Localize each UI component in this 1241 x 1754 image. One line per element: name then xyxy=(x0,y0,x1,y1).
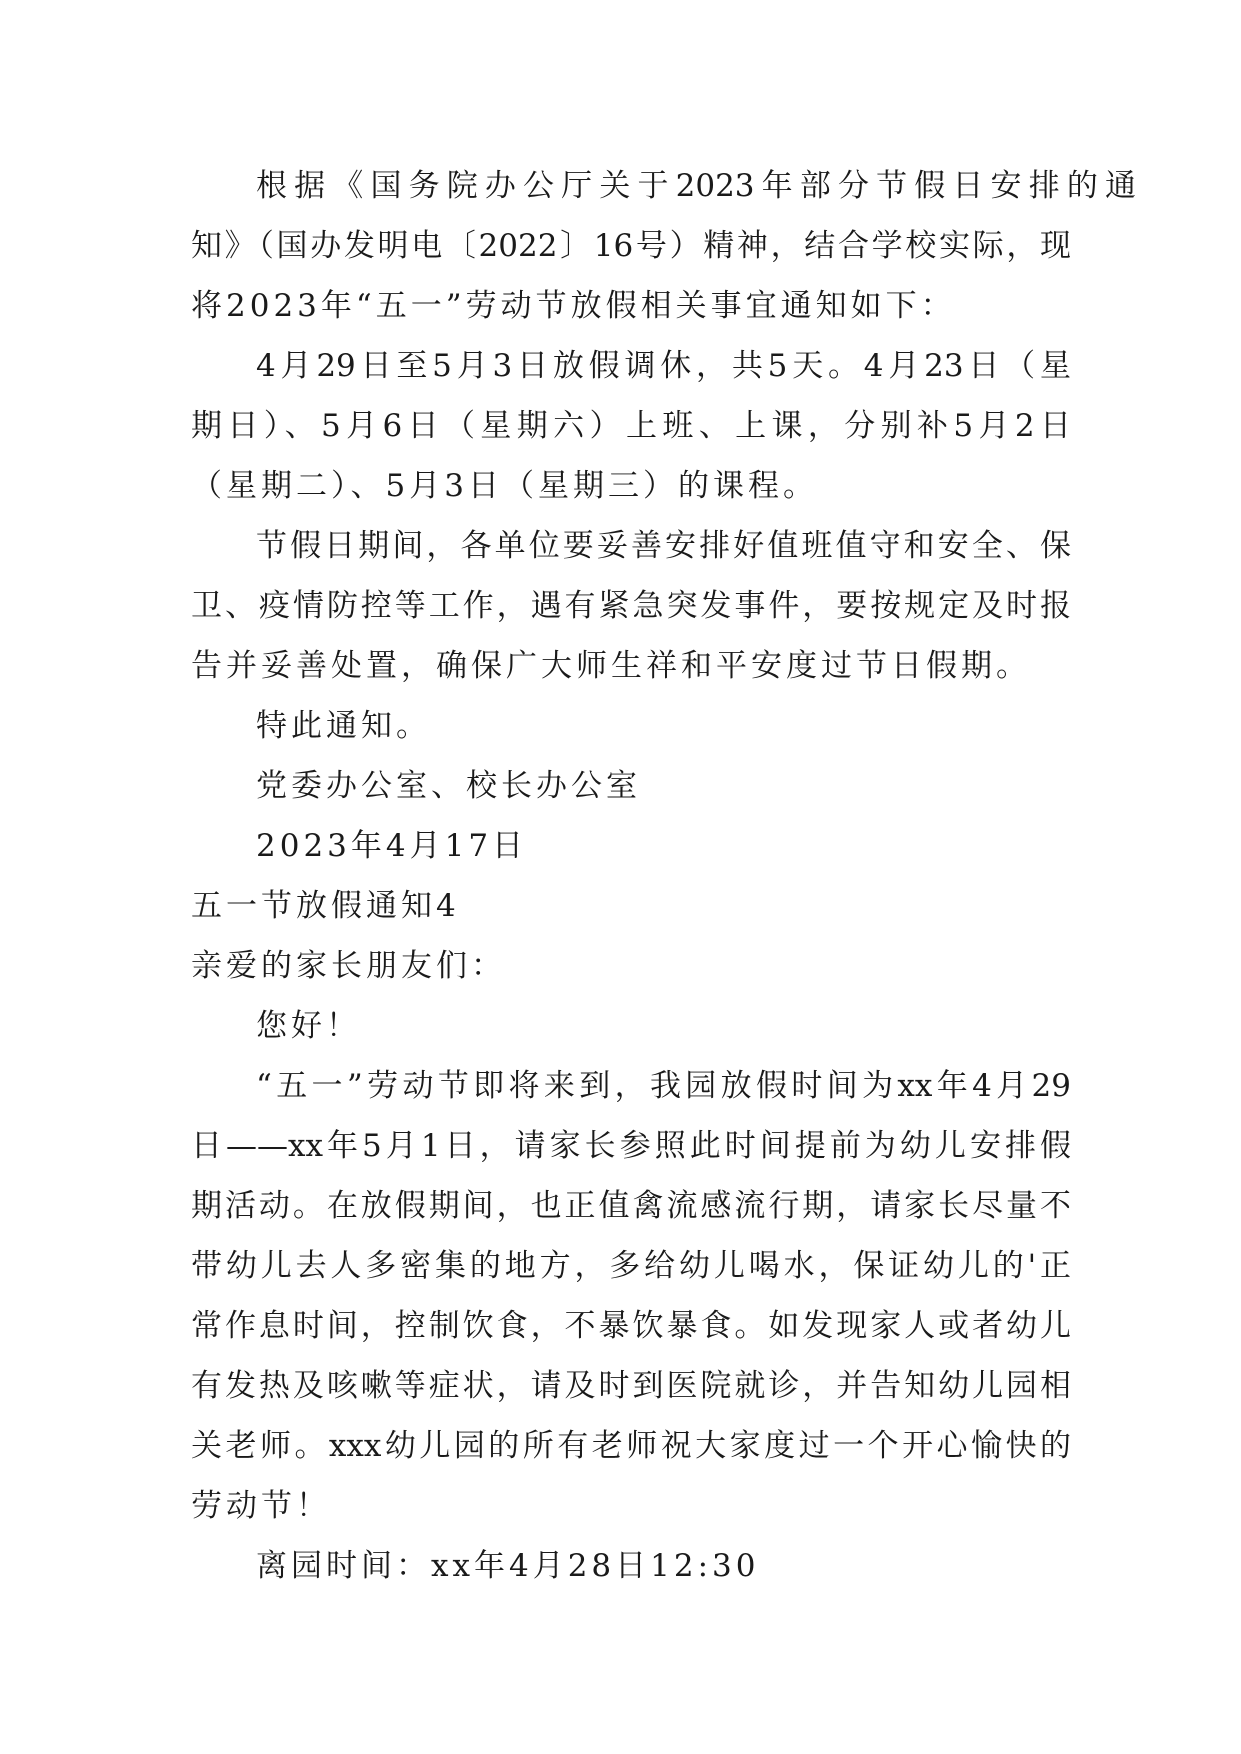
paragraph-line: 根据《国务院办公厅关于2023年部分节假日安排的通 xyxy=(256,168,1136,204)
paragraph-line: 将2023年“五一”劳动节放假相关事宜通知如下： xyxy=(191,288,956,324)
date-line: 2023年4月17日 xyxy=(256,828,528,864)
salutation-line: 亲爱的家长朋友们： xyxy=(191,948,506,984)
paragraph-line: 4月29日至5月3日放假调休，共5天。4月23日（星 xyxy=(256,348,1071,384)
paragraph-line: 卫、疫情防控等工作，遇有紧急突发事件，要按规定及时报 xyxy=(191,588,1071,624)
paragraph-line: 期活动。在放假期间，也正值禽流感流行期，请家长尽量不 xyxy=(191,1188,1071,1224)
paragraph-line: 知》（国办发明电〔2022〕16号）精神，结合学校实际，现 xyxy=(191,228,1071,264)
departure-time-line: 离园时间：xx年4月28日12:30 xyxy=(256,1548,760,1584)
paragraph-line: “五一”劳动节即将来到，我园放假时间为xx年4月29 xyxy=(256,1068,1071,1104)
paragraph-line: 日——xx年5月1日，请家长参照此时间提前为幼儿安排假 xyxy=(191,1128,1071,1164)
signature-line: 党委办公室、校长办公室 xyxy=(256,768,641,804)
paragraph-line: 节假日期间，各单位要妥善安排好值班值守和安全、保 xyxy=(256,528,1071,564)
paragraph-line: 劳动节！ xyxy=(191,1488,331,1524)
greeting-line: 您好！ xyxy=(256,1008,361,1044)
paragraph-line: 告并妥善处置，确保广大师生祥和平安度过节日假期。 xyxy=(191,648,1031,684)
paragraph-line: 关老师。xxx幼儿园的所有老师祝大家度过一个开心愉快的 xyxy=(191,1428,1071,1464)
paragraph-line: （星期二）、5月3日（星期三）的课程。 xyxy=(191,468,818,504)
paragraph-line: 带幼儿去人多密集的地方，多给幼儿喝水，保证幼儿的'正 xyxy=(191,1248,1071,1284)
section-title: 五一节放假通知4 xyxy=(191,888,460,924)
paragraph-line: 期日）、5月6日（星期六）上班、上课，分别补5月2日 xyxy=(191,408,1071,444)
paragraph-line: 有发热及咳嗽等症状，请及时到医院就诊，并告知幼儿园相 xyxy=(191,1368,1071,1404)
closing-line: 特此通知。 xyxy=(256,708,431,744)
paragraph-line: 常作息时间，控制饮食，不暴饮暴食。如发现家人或者幼儿 xyxy=(191,1308,1071,1344)
